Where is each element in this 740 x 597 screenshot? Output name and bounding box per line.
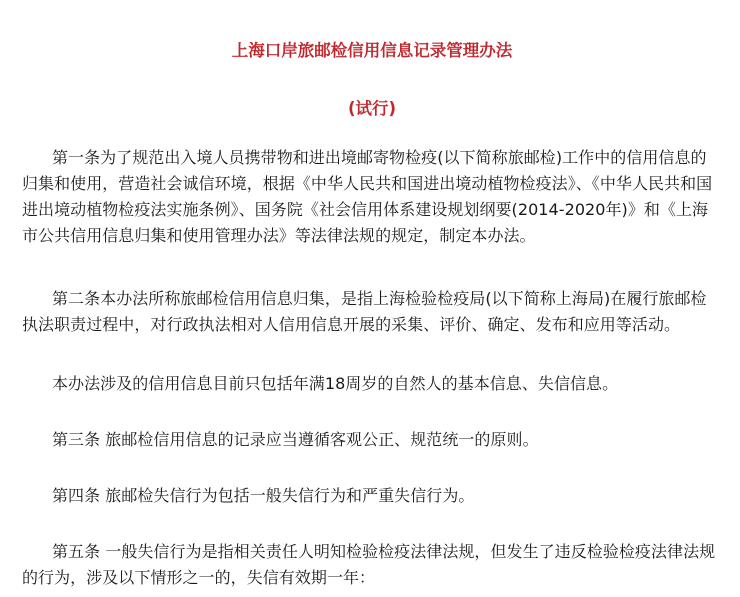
article-2-paragraph: 第二条本办法所称旅邮检信用信息归集，是指上海检验检疫局(以下简称上海局)在履行旅邮检执法职责过程中，对行政执法相对人信用信息开展的采集、评价、确定、发布和应用等活动。 — [22, 289, 707, 334]
article-4-paragraph: 第四条 旅邮检失信行为包括一般失信行为和严重失信行为。 — [52, 486, 475, 505]
document-title: 上海口岸旅邮检信用信息记录管理办法 — [231, 41, 513, 60]
article-1-paragraph: 第一条为了规范出入境人员携带物和进出境邮寄物检疫(以下简称旅邮检)工作中的信用信息的归集和使用，营造社会诚信环境，根据《中华人民共和国进出境动植物检疫法》、《中华人民共和国进出境动植物检疫法实施条例》、国务院《社会信用体系建设规划纲要(2014-2020年)》和《上海市公共信用信息归集和使用管理办法》等法律法规的规定，制定本办法。 — [22, 148, 713, 245]
article-3-paragraph: 第三条 旅邮检信用信息的记录应当遵循客观公正、规范统一的原则。 — [52, 430, 539, 449]
scope-paragraph: 本办法涉及的信用信息目前只包括年满18周岁的自然人的基本信息、失信信息。 — [52, 374, 619, 393]
document-subtitle: (试行) — [347, 99, 397, 118]
article-5-paragraph: 第五条 一般失信行为是指相关责任人明知检验检疫法律法规，但发生了违反检验检疫法律法规的行为，涉及以下情形之一的，失信有效期一年： — [22, 542, 716, 587]
